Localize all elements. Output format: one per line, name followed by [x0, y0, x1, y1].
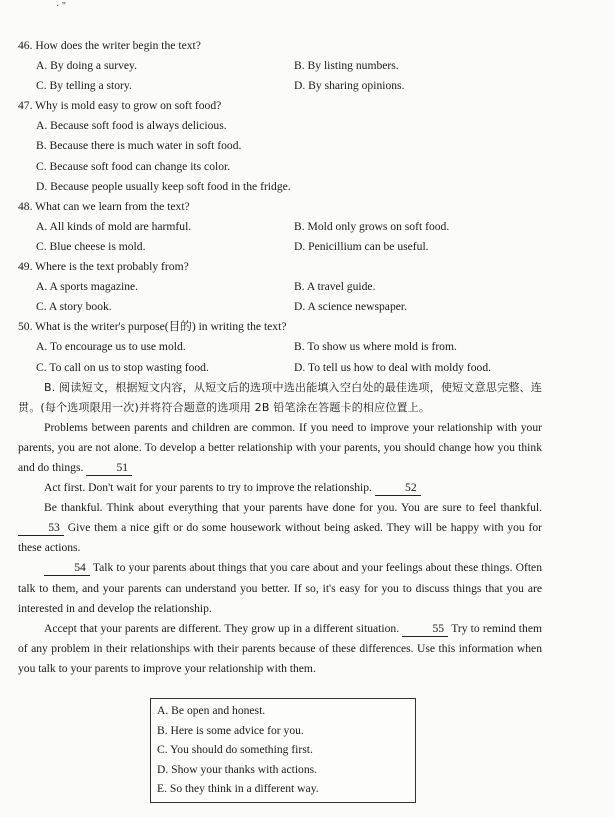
section-b-instruction: B. 阅读短文，根据短文内容，从短文后的选项中选出能填入空白处的最佳选项，使短文意思完整、连贯。(每个选项限用一次)并将符合题意的选项用 2B 铅笔涂在答题卡的相应位置上。 [18, 380, 542, 414]
option-c[interactable]: C. Blue cheese is mold. [36, 239, 146, 253]
option-b[interactable]: B. By listing numbers. [294, 59, 399, 73]
question-47 [18, 96, 542, 196]
exam-content [18, 36, 542, 679]
question-stem: 48. What can we learn from the text? [18, 199, 190, 213]
passage-paragraph: 54 Talk to your parents about things that you care about and your feelings about these things. Often talk to them, and your parents can understand you better. If so, it's easy for you to discuss things that you are interested in and develop the relationship. [18, 561, 542, 615]
question-stem: 47. Why is mold easy to grow on soft food? [18, 99, 222, 113]
choice-b[interactable]: B. Here is some advice for you. [157, 723, 304, 737]
option-d[interactable]: D. Penicillium can be useful. [294, 239, 429, 253]
option-a[interactable]: A. A sports magazine. [36, 280, 139, 294]
option-b[interactable]: B. Because there is much water in soft food. [36, 139, 242, 153]
question-46 [18, 36, 542, 96]
option-a[interactable]: A. Because soft food is always delicious. [36, 119, 227, 133]
question-stem: 46. How does the writer begin the text? [18, 39, 201, 52]
choice-c[interactable]: C. You should do something first. [157, 743, 313, 756]
question-stem: 49. Where is the text probably from? [18, 260, 189, 274]
option-a[interactable]: A. All kinds of mold are harmful. [36, 219, 192, 233]
blank-55[interactable]: 55 [402, 622, 448, 637]
blank-51[interactable]: 51 [86, 461, 132, 476]
option-d[interactable]: D. Because people usually keep soft food in the fridge. [36, 179, 291, 193]
option-b[interactable]: B. To show us where mold is from. [294, 340, 457, 354]
option-b[interactable]: B. A travel guide. [294, 280, 376, 294]
passage-paragraph: Problems between parents and children are common. If you need to improve your relationship with your parents, you are not alone. To develop a better relationship with your parents, you should change how you think and do things. 51 [18, 420, 542, 474]
option-a[interactable]: A. To encourage us to use mold. [36, 340, 186, 354]
option-d[interactable]: D. A science newspaper. [294, 300, 408, 314]
question-stem: 50. What is the writer's purpose(目的) in writing the text? [18, 320, 287, 334]
choice-e[interactable]: E. So they think in a different way. [157, 782, 319, 795]
option-c[interactable]: C. By telling a story. [36, 79, 132, 93]
blank-54[interactable]: 54 [44, 561, 90, 576]
question-49 [18, 257, 542, 317]
blank-53[interactable]: 53 [18, 521, 64, 536]
option-a[interactable]: A. By doing a survey. [36, 59, 138, 73]
top-mark: · " [56, 1, 66, 12]
passage-paragraph: Accept that your parents are different. They grow up in a different situation. 55 Try to remind them of any problem in their relationships with their parents because of these differences. Use this information when you talk to your parents to improve your relationship with them. [18, 621, 542, 675]
question-50 [18, 317, 542, 377]
option-c[interactable]: C. Because soft food can change its color. [36, 159, 231, 173]
option-c[interactable]: C. A story book. [36, 300, 112, 314]
question-48 [18, 197, 542, 257]
choice-a[interactable]: A. Be open and honest. [157, 704, 266, 717]
option-d[interactable]: D. By sharing opinions. [294, 79, 405, 93]
blank-52[interactable]: 52 [375, 481, 421, 496]
option-c[interactable]: C. To call on us to stop wasting food. [36, 360, 209, 374]
passage-paragraph: Act first. Don't wait for your parents to try to improve the relationship. 52 [18, 478, 542, 498]
option-d[interactable]: D. To tell us how to deal with moldy food. [294, 360, 492, 374]
option-b[interactable]: B. Mold only grows on soft food. [294, 219, 450, 233]
choices-box [150, 698, 416, 803]
passage-paragraph: Be thankful. Think about everything that your parents have done for you. You are sure to feel thankful. 53 Give them a nice gift or do some housework without being asked. They will be happy with you for these actions. [18, 501, 542, 555]
choice-d[interactable]: D. Show your thanks with actions. [157, 762, 318, 776]
